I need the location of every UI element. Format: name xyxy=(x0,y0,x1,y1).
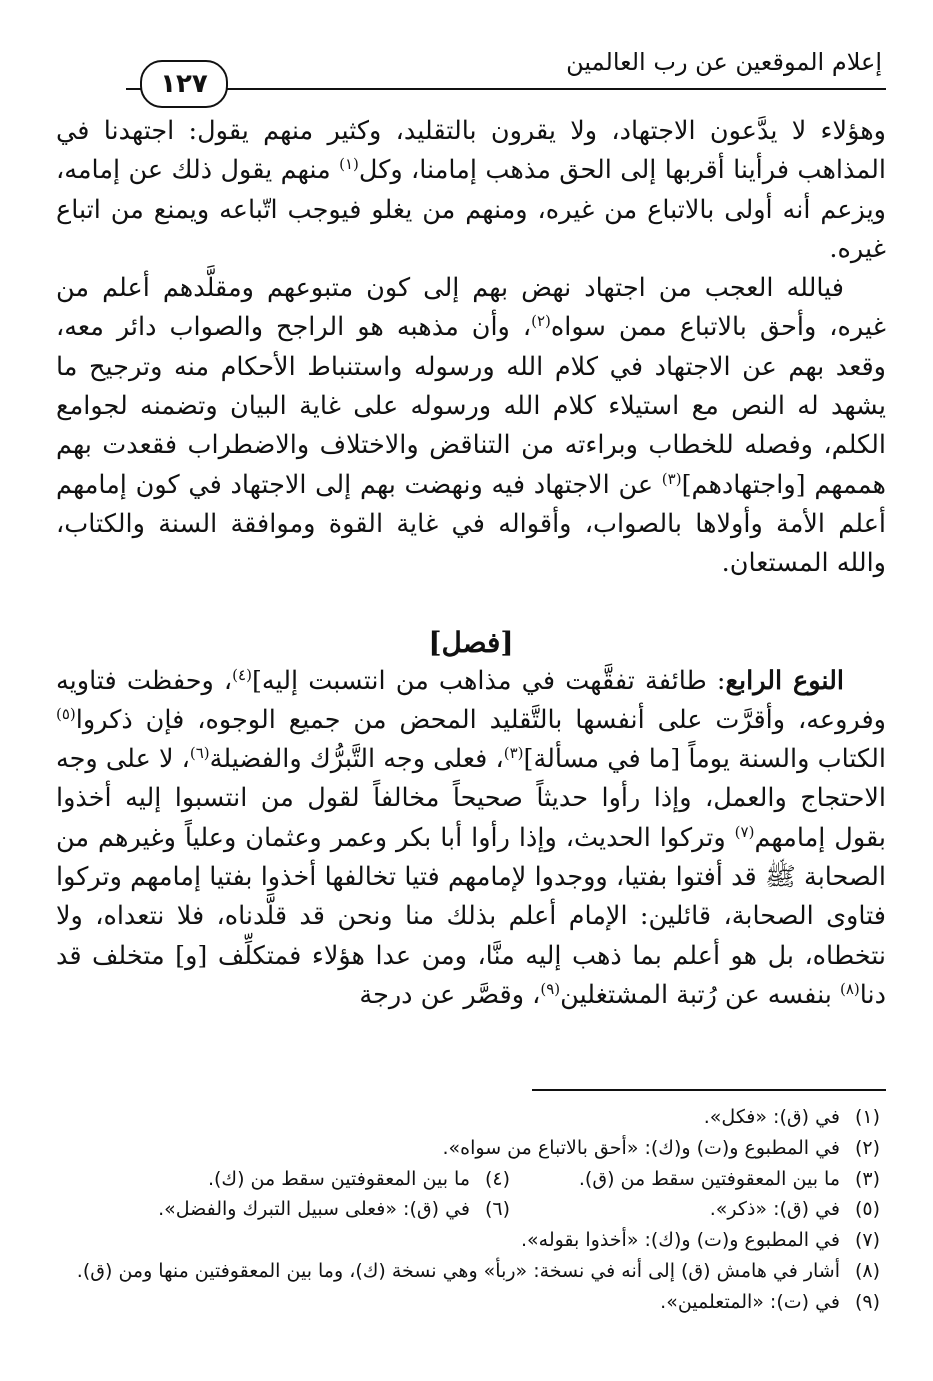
paragraph-3-text-a: : طائفة تفقَّهت في مذاهب من انتسبت إليه] xyxy=(251,665,726,696)
footnote xyxy=(510,1164,880,1195)
footnote-text: في (ق): «فعلى سبيل التبرك والفضل». xyxy=(158,1198,470,1221)
footnote-text: في المطبوع و(ت) و(ك): «أخذوا بقوله». xyxy=(520,1229,840,1252)
paragraph-3 xyxy=(56,662,886,1016)
paragraph-2-text-a: فيالله العجب من اجتهاد نهض بهم إلى كون متبوعهم ومقلَّدهم أعلم من غيره، وأحق بالاتباع ممن سواه xyxy=(56,273,887,343)
footnote-number: (٦) xyxy=(484,1198,510,1221)
section-gap xyxy=(56,584,886,624)
header-rule xyxy=(218,88,886,90)
footnote-number: (٧) xyxy=(854,1229,880,1252)
footnote xyxy=(660,1287,880,1318)
footnote-line xyxy=(56,1164,880,1195)
paragraph-1 xyxy=(56,112,886,269)
footnote xyxy=(208,1164,510,1195)
footnote-line xyxy=(56,1133,880,1164)
footnote-line xyxy=(56,1102,880,1133)
footnote xyxy=(704,1102,880,1133)
paragraph-3-text-f: وتركوا الحديث، وإذا رأوا أبا بكر وعمر وعثمان وعلياً وغيرهم من الصحابة ﷺ قد أفتوا بفتيا، ووجدوا لإمامهم فتيا تخالفها أخذوا بفتيا إمامهم وتركوا فتاوى الصحابة، قائلين: الإمام أعلم بذلك منا ونحن قد قلَّدناه، فلا نتعداه، ولا نتخطاه، بل هو أعلم بما ذهب إليه منَّا، ومن عدا هؤلاء فمتكلِّف [و] متخلف قد دنا xyxy=(56,822,886,1010)
footnote-line xyxy=(56,1256,880,1287)
footnote-ref-9: (٩) xyxy=(540,979,561,998)
section-lead: النوع الرابع xyxy=(725,665,844,696)
footnote xyxy=(443,1133,881,1164)
paragraph-3-text-h: ، وقصَّر عن درجة xyxy=(359,979,541,1010)
footnote-number: (٤) xyxy=(484,1167,510,1190)
footnote-text: في (ق): «فكل». xyxy=(703,1106,840,1128)
paragraph-2 xyxy=(56,269,886,583)
paragraph-3-text-e: ، لا على وجه الاحتجاج والعمل، وإذا رأوا حديثاً صحيحاً مخالفاً لقول من انتسبوا إليه أخذوا بقول إمامهم xyxy=(56,744,887,853)
footnote-ref-8: (٨) xyxy=(839,979,860,998)
footnote-line xyxy=(56,1225,880,1256)
footnote-line xyxy=(56,1194,880,1225)
footnote-ref-2: (٢) xyxy=(531,312,551,331)
paragraph-3-text-b: ، وحفظت فتاويه وفروعه، وأقرَّت على أنفسها بالتَّقليد المحض من جميع الوجوه، فإن ذكروا xyxy=(56,665,886,735)
footnote-separator xyxy=(532,1089,886,1091)
footnote-ref-3: (٣) xyxy=(661,469,682,488)
paragraph-1-text-rest: منهم يقول ذلك عن إمامه، ويزعم أنه أولى بالاتباع من غيره، ومنهم من يغلو فيوجب اتّباعه ويمنع من اتباع غيره. xyxy=(56,155,886,264)
page-number: ١٢٧ xyxy=(160,69,208,99)
footnote-number: (٢) xyxy=(854,1136,880,1159)
main-text xyxy=(56,112,886,1015)
page-number-badge xyxy=(140,60,228,108)
footnote-ref-4: (٤) xyxy=(232,665,252,684)
paragraph-1-text: وهؤلاء لا يدَّعون الاجتهاد، ولا يقرون بالتقليد، وكثير منهم يقول: اجتهدنا في المذاهب فرأينا أقربها إلى الحق مذهب إمامنا، وكل xyxy=(56,116,886,186)
running-title: إعلام الموقعين عن رب العالمين xyxy=(566,48,882,76)
footnote-text: في المطبوع و(ت) و(ك): «أحق بالاتباع من سواه». xyxy=(442,1136,840,1159)
paragraph-3-text-g: بنفسه عن رُتبة المشتغلين xyxy=(560,979,840,1010)
footnotes xyxy=(56,1102,880,1318)
section-heading: [فصل] xyxy=(428,625,514,659)
footnote-ref-3b: (٣) xyxy=(503,744,524,763)
footnote-number: (٨) xyxy=(854,1259,880,1282)
footnote-number: (٥) xyxy=(854,1198,880,1221)
footnote-text: ما بين المعقوفتين سقط من (ق). xyxy=(578,1167,840,1190)
footnote-text: أشار في هامش (ق) إلى أنه في نسخة: «ربأ» وهي نسخة (ك)، وما بين المعقوفتين منها ومن (ق). xyxy=(76,1259,840,1282)
footnote-number: (٣) xyxy=(854,1167,880,1190)
footnote xyxy=(77,1256,880,1287)
footnote xyxy=(510,1194,880,1225)
footnote-number: (٩) xyxy=(854,1290,880,1313)
footnote-text: في (ق): «ذكر». xyxy=(709,1198,840,1221)
paragraph-3-text-d: ، فعلى وجه التَّبرُّك والفضيلة xyxy=(209,744,504,775)
footnote-text: في (ت): «المتعلمين». xyxy=(660,1290,840,1313)
footnote-ref-1: (١) xyxy=(339,155,359,174)
footnote-ref-6: (٦) xyxy=(189,744,210,763)
footnote-ref-5: (٥) xyxy=(56,704,76,723)
footnote-line xyxy=(56,1287,880,1318)
footnote-number: (١) xyxy=(854,1106,880,1128)
footnote-ref-7: (٧) xyxy=(734,822,755,841)
page-header xyxy=(126,40,886,100)
paragraph-2-text-c: عن الاجتهاد فيه ونهضت بهم إلى الاجتهاد في كون إمامهم أعلم الأمة وأولاها بالصواب، وأقواله في غاية القوة وموافقة السنة والكتاب، والله المستعان. xyxy=(56,469,886,579)
footnote xyxy=(158,1194,510,1225)
paragraph-2-text-b: ، وأن مذهبه هو الراجح والصواب دائر معه، وقعد بهم عن الاجتهاد في كلام الله ورسوله واستنباط الأحكام منه وترجيح ما يشهد له النص مع استيلاء كلام الله ورسوله على غاية البيان وتضمنه لجوامع الكلم، وفصله للخطاب وبراءته من التناقض والاختلاف والاضطراب فقعدت بهم هممهم [واجتهادهم] xyxy=(56,312,886,500)
footnote xyxy=(521,1225,880,1256)
footnote-text: ما بين المعقوفتين سقط من (ك). xyxy=(207,1167,470,1190)
paragraph-3-text-c: الكتاب والسنة يوماً [ما في مسألة] xyxy=(523,744,886,775)
